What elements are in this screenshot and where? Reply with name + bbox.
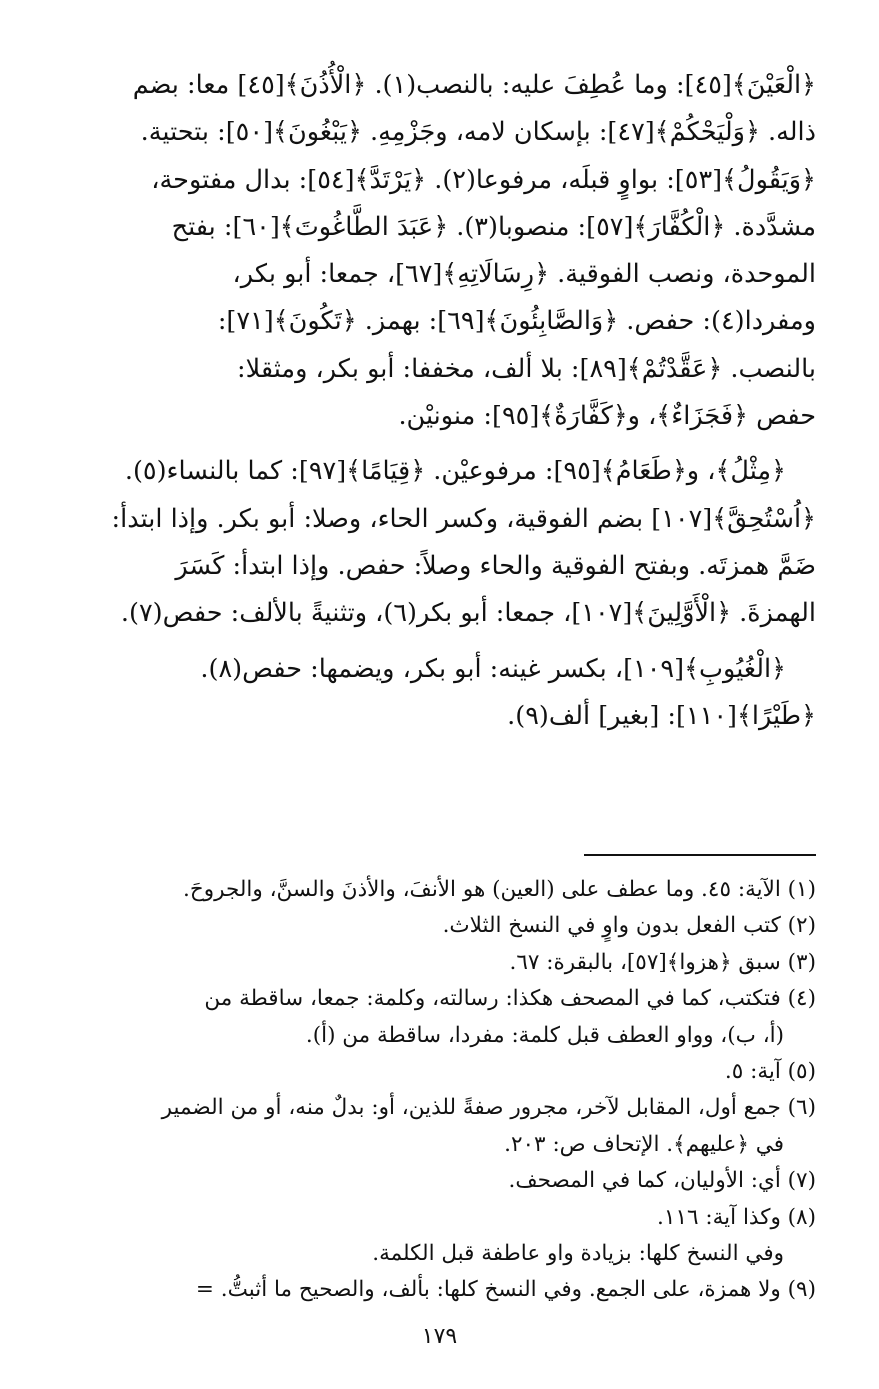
- text-line: ضَمَّ همزتَه. وبفتح الفوقية والحاء وصلاً: حفص. وإذا ابتدأ: كَسَرَ: [175, 550, 816, 581]
- text-line: ﴿اُسْتُحِقَّ﴾[١٠٧] بضم الفوقية، وكسر الحاء، وصلا: أبو بكر. وإذا ابتدأ:: [111, 503, 816, 534]
- text-line: ﴿وَيَقُولُ﴾[٥٣]: بواوٍ قبلَه، مرفوعا(٢). ﴿يَرْتَدَّ﴾[٥٤]: بدال مفتوحة،: [151, 164, 816, 195]
- text-line: ﴿طَيْرًا﴾[١١٠]: [بغير] ألف(٩).: [507, 700, 816, 731]
- paragraph-gap: [96, 440, 816, 448]
- footnote-line: في ﴿عليهم﴾. الإتحاف ص: ٢٠٣.: [504, 1131, 784, 1157]
- footnote-line: (٤) فتكتب، كما في المصحف هكذا: رسالته، وكلمة: جمعا، ساقطة من: [204, 986, 816, 1012]
- page-number: ١٧٩: [421, 1324, 458, 1349]
- text-line: حفص ﴿فَجَزَاءٌ﴾، و﴿كَفَّارَةٌ﴾[٩٥]: منونيْن.: [398, 401, 816, 432]
- footnote-line: وفي النسخ كلها: بزيادة واو عاطفة قبل الكلمة.: [372, 1241, 784, 1267]
- text-line: ومفردا(٤): حفص. ﴿وَالصَّابِئُونَ﴾[٦٩]: بهمز. ﴿تَكُونَ﴾[٧١]:: [217, 306, 816, 337]
- text-line: ﴿الْعَيْنَ﴾[٤٥]: وما عُطِفَ عليه: بالنصب(١). ﴿الْأُذُنَ﴾[٤٥] معا: بضم: [132, 70, 816, 100]
- footnotes: [96, 872, 816, 1309]
- page-content: [96, 62, 816, 1303]
- footnote-line: (٣) سبق ﴿هزوا﴾[٥٧]، بالبقرة: ٦٧.: [509, 949, 816, 975]
- text-line: الموحدة، ونصب الفوقية. ﴿رِسَالَاتِهِ﴾[٦٧]، جمعا: أبو بكر،: [232, 259, 816, 290]
- text-line: ﴿الْغُيُوبِ﴾[١٠٩]، بكسر غينه: أبو بكر، ويضمها: حفص(٨).: [200, 653, 786, 684]
- footnote-line: (٩) ولا همزة، على الجمع. وفي النسخ كلها: بألف، والصحيح ما أثبتُّ. =: [195, 1277, 816, 1303]
- main-text: [96, 62, 816, 740]
- text-line: بالنصب. ﴿عَقَّدْتُمْ﴾[٨٩]: بلا ألف، مخففا: أبو بكر، ومثقلا:: [237, 353, 816, 384]
- footnote-line: (٧) أي: الأوليان، كما في المصحف.: [508, 1168, 816, 1194]
- text-line: ﴿مِثْلُ﴾، و﴿طَعَامُ﴾[٩٥]: مرفوعيْن. ﴿قِيَامًا﴾[٩٧]: كما بالنساء(٥).: [124, 456, 786, 487]
- footnote-line: (٦) جمع أول، المقابل لآخر، مجرور صفةً للذين، أو: بدلٌ منه، أو من الضمير: [161, 1095, 816, 1121]
- footnote-line: (٢) كتب الفعل بدون واوٍ في النسخ الثلاث.: [442, 913, 816, 939]
- footnote-line: (١) الآية: ٤٥. وما عطف على (العين) هو الأنفَ، والأذنَ والسنَّ، والجروحَ.: [183, 877, 816, 902]
- footnote-line: (٥) آية: ٥.: [724, 1059, 816, 1085]
- footnote-line: (٨) وكذا آية: ١١٦.: [657, 1204, 816, 1230]
- text-line: مشدَّدة. ﴿الْكُفَّارَ﴾[٥٧]: منصوبا(٣). ﴿عَبَدَ الطَّاغُوتَ﴾[٦٠]: بفتح: [171, 211, 816, 242]
- paragraph-gap: [96, 638, 816, 646]
- footnote-line: (أ، ب)، وواو العطف قبل كلمة: مفردا، ساقطة من (أ).: [305, 1022, 784, 1048]
- footnote-divider: [584, 854, 816, 856]
- text-line: الهمزةَ. ﴿الْأَوَّلِينَ﴾[١٠٧]، جمعا: أبو بكر(٦)، وتثنيةً بالألف: حفص(٧).: [120, 598, 816, 629]
- text-line: ذاله. ﴿وَلْيَحْكُمْ﴾[٤٧]: بإسكان لامه، وجَزْمِهِ. ﴿يَبْغُونَ﴾[٥٠]: بتحتية.: [140, 117, 816, 148]
